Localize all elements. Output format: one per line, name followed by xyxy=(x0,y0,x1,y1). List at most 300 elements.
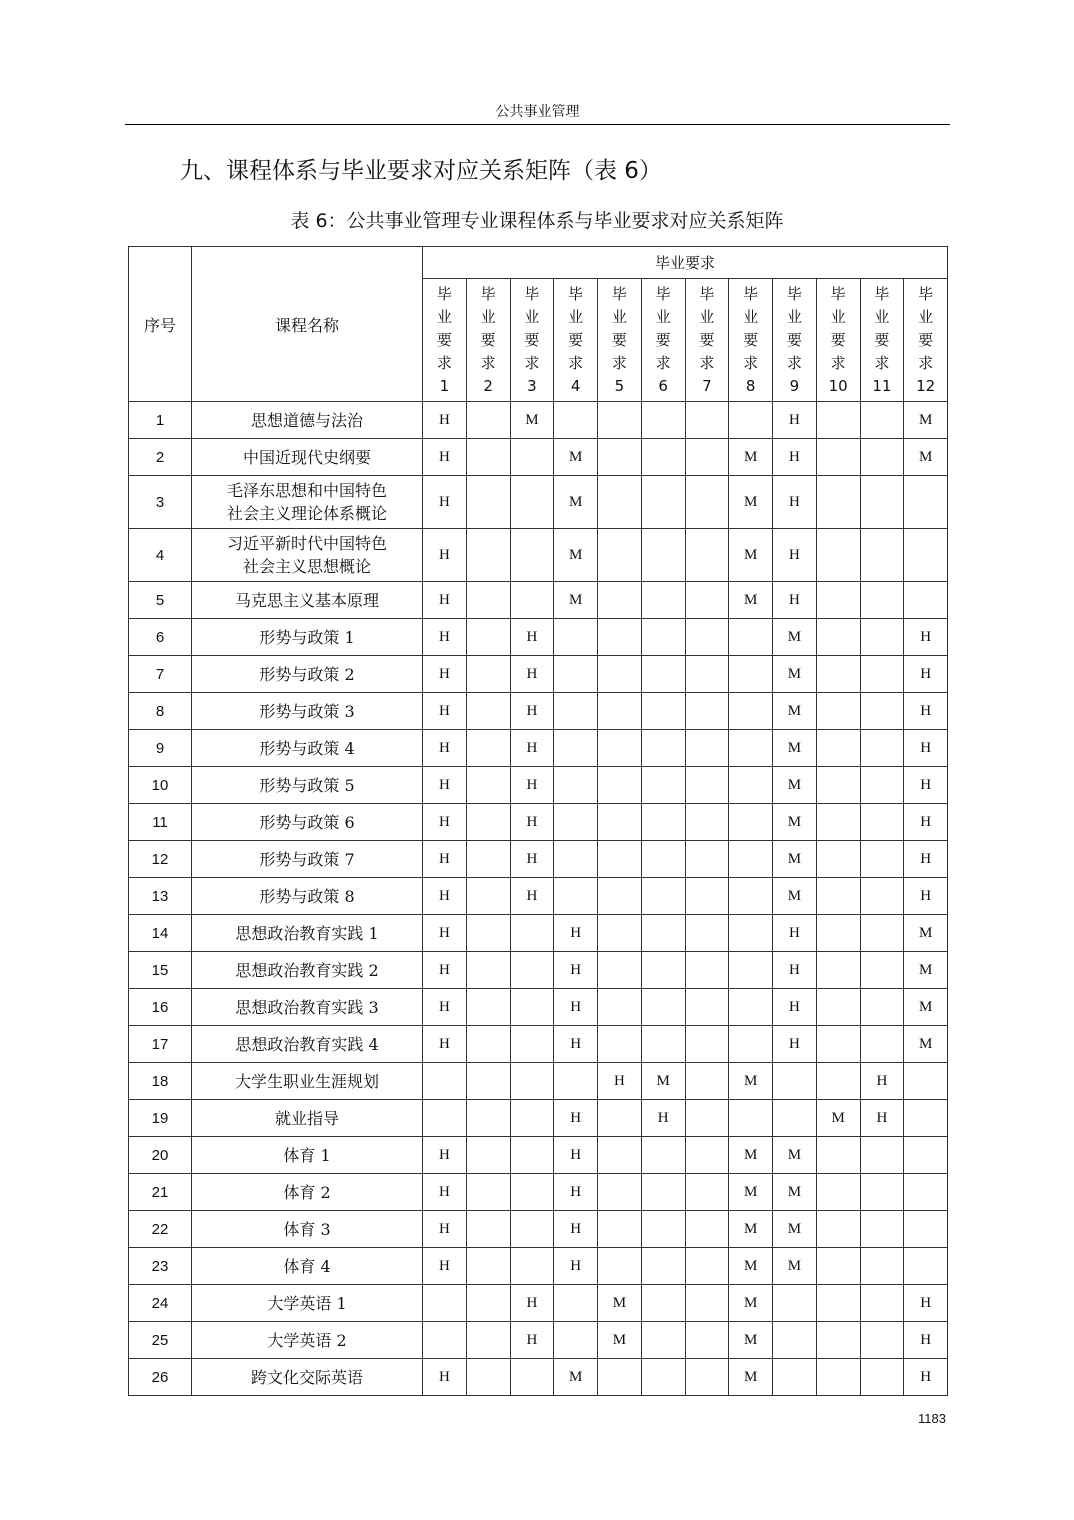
mark-cell-req-1: H xyxy=(423,730,467,767)
mark-cell-req-2 xyxy=(466,619,510,656)
mark-cell-req-8 xyxy=(729,915,773,952)
mark-cell-req-6: M xyxy=(641,1063,685,1100)
table-row xyxy=(129,1026,948,1063)
mark-cell-req-8 xyxy=(729,952,773,989)
mark-cell-req-4: H xyxy=(554,1248,598,1285)
mark-cell-req-11 xyxy=(860,804,904,841)
course-name-line: 跨文化交际英语 xyxy=(250,1367,363,1387)
mark-cell-req-12: H xyxy=(904,1285,948,1322)
header-requirement-char: 要 xyxy=(524,330,540,349)
header-requirement-char: 业 xyxy=(830,307,846,326)
header-requirement-char: 求 xyxy=(436,353,452,372)
mark-cell-req-1: H xyxy=(423,1359,467,1396)
mark-cell-req-11 xyxy=(860,1248,904,1285)
mark-cell-req-5: M xyxy=(598,1322,642,1359)
row-seq: 25 xyxy=(129,1322,192,1359)
mark-cell-req-6 xyxy=(641,1174,685,1211)
header-requirement-char: 业 xyxy=(874,307,890,326)
mark-cell-req-3 xyxy=(510,582,554,619)
mark-cell-req-7 xyxy=(685,767,729,804)
table-row xyxy=(129,1137,948,1174)
row-course-name xyxy=(192,402,423,439)
course-name-line: 形势与政策 2 xyxy=(259,664,355,684)
header-requirement-char: 毕 xyxy=(524,284,540,303)
mark-cell-req-6 xyxy=(641,402,685,439)
mark-cell-req-5 xyxy=(598,619,642,656)
header-requirement-number: 7 xyxy=(702,376,712,395)
header-requirement-char: 求 xyxy=(743,353,759,372)
header-requirement-5 xyxy=(598,279,642,402)
mark-cell-req-9: M xyxy=(773,730,817,767)
mark-cell-req-9: M xyxy=(773,767,817,804)
mark-cell-req-9: M xyxy=(773,1211,817,1248)
row-seq: 9 xyxy=(129,730,192,767)
row-course-name xyxy=(192,1063,423,1100)
mark-cell-req-8: M xyxy=(729,1285,773,1322)
mark-cell-req-8: M xyxy=(729,476,773,529)
mark-cell-req-12: H xyxy=(904,619,948,656)
mark-cell-req-10 xyxy=(816,1174,860,1211)
mark-cell-req-10 xyxy=(816,915,860,952)
mark-cell-req-7 xyxy=(685,1063,729,1100)
table-row xyxy=(129,439,948,476)
mark-cell-req-4: H xyxy=(554,989,598,1026)
row-course-name xyxy=(192,767,423,804)
row-seq: 26 xyxy=(129,1359,192,1396)
row-course-name xyxy=(192,1026,423,1063)
row-seq: 20 xyxy=(129,1137,192,1174)
header-requirement-number: 10 xyxy=(828,376,848,395)
header-requirement-char: 毕 xyxy=(743,284,759,303)
running-header: 公共事业管理 xyxy=(125,100,950,125)
table-row xyxy=(129,1063,948,1100)
header-requirement-char: 业 xyxy=(918,307,934,326)
header-requirement-char: 要 xyxy=(568,330,584,349)
row-course-name xyxy=(192,1100,423,1137)
mark-cell-req-7 xyxy=(685,878,729,915)
mark-cell-req-5 xyxy=(598,402,642,439)
header-requirement-4 xyxy=(554,279,598,402)
mark-cell-req-5 xyxy=(598,1137,642,1174)
mark-cell-req-3: H xyxy=(510,619,554,656)
mark-cell-req-1: H xyxy=(423,582,467,619)
mark-cell-req-11 xyxy=(860,915,904,952)
mark-cell-req-2 xyxy=(466,402,510,439)
course-name-line: 大学英语 1 xyxy=(267,1293,347,1313)
table-row xyxy=(129,1211,948,1248)
header-requirement-char: 毕 xyxy=(699,284,715,303)
table-row xyxy=(129,804,948,841)
mark-cell-req-11 xyxy=(860,730,904,767)
mark-cell-req-12: M xyxy=(904,402,948,439)
table-caption: 表 6：公共事业管理专业课程体系与毕业要求对应关系矩阵 xyxy=(290,210,784,232)
mark-cell-req-7 xyxy=(685,582,729,619)
header-requirement-char: 毕 xyxy=(480,284,496,303)
mark-cell-req-8: M xyxy=(729,1248,773,1285)
header-requirement-char: 毕 xyxy=(874,284,890,303)
mark-cell-req-9: H xyxy=(773,915,817,952)
header-requirement-11 xyxy=(860,279,904,402)
mark-cell-req-5 xyxy=(598,439,642,476)
mark-cell-req-12 xyxy=(904,529,948,582)
mark-cell-req-3 xyxy=(510,476,554,529)
mark-cell-req-8 xyxy=(729,402,773,439)
mark-cell-req-12 xyxy=(904,1248,948,1285)
mark-cell-req-2 xyxy=(466,1100,510,1137)
header-requirement-number: 8 xyxy=(745,376,756,395)
row-course-name xyxy=(192,878,423,915)
mark-cell-req-9: M xyxy=(773,878,817,915)
row-seq: 6 xyxy=(129,619,192,656)
mark-cell-req-9: M xyxy=(773,619,817,656)
header-requirement-char: 业 xyxy=(568,307,584,326)
row-course-name xyxy=(192,1248,423,1285)
mark-cell-req-3: H xyxy=(510,878,554,915)
mark-cell-req-9 xyxy=(773,1322,817,1359)
header-requirement-number: 5 xyxy=(614,376,625,395)
matrix-body xyxy=(129,402,948,1396)
mark-cell-req-7 xyxy=(685,439,729,476)
mark-cell-req-1: H xyxy=(423,804,467,841)
table-row xyxy=(129,767,948,804)
mark-cell-req-3 xyxy=(510,1137,554,1174)
mark-cell-req-5 xyxy=(598,952,642,989)
row-course-name xyxy=(192,915,423,952)
mark-cell-req-9: H xyxy=(773,476,817,529)
mark-cell-req-6 xyxy=(641,989,685,1026)
mark-cell-req-4 xyxy=(554,804,598,841)
header-requirement-char: 要 xyxy=(699,330,715,349)
course-name-line: 思想政治教育实践 4 xyxy=(235,1034,379,1054)
mark-cell-req-4: H xyxy=(554,1026,598,1063)
mark-cell-req-11 xyxy=(860,1137,904,1174)
mark-cell-req-8 xyxy=(729,656,773,693)
mark-cell-req-12: H xyxy=(904,1359,948,1396)
mark-cell-req-7 xyxy=(685,804,729,841)
mark-cell-req-10 xyxy=(816,1026,860,1063)
mark-cell-req-12: H xyxy=(904,767,948,804)
mark-cell-req-9: M xyxy=(773,1174,817,1211)
table-row xyxy=(129,730,948,767)
mark-cell-req-1: H xyxy=(423,619,467,656)
mark-cell-req-12: M xyxy=(904,952,948,989)
course-name-line: 大学英语 2 xyxy=(267,1330,347,1350)
header-requirement-number: 3 xyxy=(527,376,537,395)
header-requirement-char: 要 xyxy=(655,330,671,349)
mark-cell-req-11 xyxy=(860,767,904,804)
mark-cell-req-6 xyxy=(641,1359,685,1396)
mark-cell-req-11 xyxy=(860,1174,904,1211)
header-requirement-char: 业 xyxy=(611,307,627,326)
mark-cell-req-4 xyxy=(554,693,598,730)
mark-cell-req-11 xyxy=(860,693,904,730)
mark-cell-req-1: H xyxy=(423,767,467,804)
table-row xyxy=(129,582,948,619)
mark-cell-req-7 xyxy=(685,1285,729,1322)
mark-cell-req-3 xyxy=(510,1359,554,1396)
mark-cell-req-1 xyxy=(423,1322,467,1359)
page-number: 1183 xyxy=(918,1411,946,1426)
mark-cell-req-11: H xyxy=(860,1063,904,1100)
course-name-line: 大学生职业生涯规划 xyxy=(234,1071,379,1091)
mark-cell-req-6 xyxy=(641,693,685,730)
row-seq: 17 xyxy=(129,1026,192,1063)
mark-cell-req-3: M xyxy=(510,402,554,439)
mark-cell-req-5 xyxy=(598,582,642,619)
mark-cell-req-6 xyxy=(641,915,685,952)
mark-cell-req-1: H xyxy=(423,878,467,915)
course-name-line: 中国近现代史纲要 xyxy=(242,447,371,467)
mark-cell-req-6 xyxy=(641,582,685,619)
header-requirement-char: 要 xyxy=(480,330,496,349)
mark-cell-req-2 xyxy=(466,804,510,841)
mark-cell-req-4 xyxy=(554,730,598,767)
row-seq: 15 xyxy=(129,952,192,989)
mark-cell-req-2 xyxy=(466,952,510,989)
mark-cell-req-2 xyxy=(466,693,510,730)
mark-cell-req-12 xyxy=(904,1100,948,1137)
mark-cell-req-8 xyxy=(729,730,773,767)
row-seq: 22 xyxy=(129,1211,192,1248)
mark-cell-req-11: H xyxy=(860,1100,904,1137)
mark-cell-req-9 xyxy=(773,1359,817,1396)
header-requirement-char: 毕 xyxy=(655,284,671,303)
course-name-line: 体育 4 xyxy=(283,1256,331,1276)
header-requirement-char: 求 xyxy=(830,353,846,372)
row-course-name xyxy=(192,989,423,1026)
header-requirement-char: 求 xyxy=(918,353,934,372)
mark-cell-req-11 xyxy=(860,952,904,989)
header-row-top xyxy=(129,247,948,279)
header-requirement-char: 求 xyxy=(524,353,540,372)
mark-cell-req-9 xyxy=(773,1285,817,1322)
mark-cell-req-3 xyxy=(510,989,554,1026)
mark-cell-req-9: H xyxy=(773,952,817,989)
mark-cell-req-4: M xyxy=(554,1359,598,1396)
header-requirement-6 xyxy=(641,279,685,402)
header-requirement-number: 2 xyxy=(483,376,493,395)
mark-cell-req-8 xyxy=(729,1100,773,1137)
mark-cell-req-10 xyxy=(816,693,860,730)
mark-cell-req-5 xyxy=(598,1359,642,1396)
mark-cell-req-7 xyxy=(685,402,729,439)
header-requirement-12 xyxy=(904,279,948,402)
header-requirement-9 xyxy=(773,279,817,402)
header-requirement-char: 求 xyxy=(480,353,496,372)
mark-cell-req-6 xyxy=(641,952,685,989)
header-requirement-char: 要 xyxy=(918,330,934,349)
header-requirement-char: 要 xyxy=(436,330,452,349)
row-course-name xyxy=(192,1359,423,1396)
mark-cell-req-9: M xyxy=(773,841,817,878)
mark-cell-req-4: M xyxy=(554,439,598,476)
mark-cell-req-6 xyxy=(641,1322,685,1359)
table-row xyxy=(129,619,948,656)
mark-cell-req-3 xyxy=(510,952,554,989)
mark-cell-req-1: H xyxy=(423,529,467,582)
header-requirement-char: 业 xyxy=(655,307,671,326)
table-row xyxy=(129,693,948,730)
mark-cell-req-1 xyxy=(423,1285,467,1322)
mark-cell-req-4 xyxy=(554,619,598,656)
mark-cell-req-4: M xyxy=(554,476,598,529)
mark-cell-req-8 xyxy=(729,878,773,915)
mark-cell-req-10 xyxy=(816,402,860,439)
mark-cell-req-6 xyxy=(641,1137,685,1174)
mark-cell-req-4: M xyxy=(554,529,598,582)
mark-cell-req-4 xyxy=(554,767,598,804)
mark-cell-req-6 xyxy=(641,1026,685,1063)
course-name-line: 毛泽东思想和中国特色 xyxy=(226,481,387,500)
row-course-name xyxy=(192,1137,423,1174)
mark-cell-req-7 xyxy=(685,730,729,767)
table-row xyxy=(129,1100,948,1137)
mark-cell-req-3: H xyxy=(510,841,554,878)
mark-cell-req-12: H xyxy=(904,656,948,693)
mark-cell-req-12 xyxy=(904,1137,948,1174)
mark-cell-req-4: H xyxy=(554,1211,598,1248)
mark-cell-req-5 xyxy=(598,1248,642,1285)
mark-cell-req-7 xyxy=(685,1211,729,1248)
mark-cell-req-6 xyxy=(641,1248,685,1285)
mark-cell-req-3: H xyxy=(510,804,554,841)
mark-cell-req-10 xyxy=(816,656,860,693)
mark-cell-req-5 xyxy=(598,1026,642,1063)
mark-cell-req-4 xyxy=(554,841,598,878)
mark-cell-req-7 xyxy=(685,989,729,1026)
row-seq: 2 xyxy=(129,439,192,476)
row-seq: 10 xyxy=(129,767,192,804)
mark-cell-req-7 xyxy=(685,1026,729,1063)
row-seq: 16 xyxy=(129,989,192,1026)
header-requirement-number: 12 xyxy=(916,376,936,395)
mark-cell-req-7 xyxy=(685,693,729,730)
mark-cell-req-9: M xyxy=(773,804,817,841)
header-requirement-char: 业 xyxy=(524,307,540,326)
mark-cell-req-1: H xyxy=(423,1174,467,1211)
table-row xyxy=(129,1359,948,1396)
mark-cell-req-9: H xyxy=(773,402,817,439)
mark-cell-req-5 xyxy=(598,1100,642,1137)
row-seq: 8 xyxy=(129,693,192,730)
header-requirement-char: 求 xyxy=(655,353,671,372)
row-course-name xyxy=(192,656,423,693)
mark-cell-req-10: M xyxy=(816,1100,860,1137)
mark-cell-req-2 xyxy=(466,1322,510,1359)
mark-cell-req-5 xyxy=(598,804,642,841)
row-seq: 5 xyxy=(129,582,192,619)
mark-cell-req-4: H xyxy=(554,1137,598,1174)
header-requirement-char: 业 xyxy=(436,307,452,326)
mark-cell-req-12: H xyxy=(904,1322,948,1359)
course-name-line: 形势与政策 3 xyxy=(259,701,355,721)
header-requirement-char: 求 xyxy=(786,353,802,372)
mark-cell-req-1: H xyxy=(423,476,467,529)
course-name-line: 体育 1 xyxy=(283,1145,331,1165)
row-course-name xyxy=(192,1322,423,1359)
mark-cell-req-3: H xyxy=(510,1285,554,1322)
mark-cell-req-10 xyxy=(816,1248,860,1285)
mark-cell-req-3: H xyxy=(510,767,554,804)
mark-cell-req-4: M xyxy=(554,582,598,619)
row-course-name xyxy=(192,582,423,619)
mark-cell-req-8 xyxy=(729,841,773,878)
mark-cell-req-2 xyxy=(466,841,510,878)
row-course-name xyxy=(192,476,423,529)
header-requirement-char: 求 xyxy=(699,353,715,372)
mark-cell-req-1 xyxy=(423,1063,467,1100)
mark-cell-req-8 xyxy=(729,989,773,1026)
mark-cell-req-3 xyxy=(510,1063,554,1100)
mark-cell-req-11 xyxy=(860,439,904,476)
mark-cell-req-11 xyxy=(860,1211,904,1248)
mark-cell-req-1: H xyxy=(423,915,467,952)
mark-cell-req-10 xyxy=(816,619,860,656)
mark-cell-req-12: H xyxy=(904,878,948,915)
mark-cell-req-12: M xyxy=(904,439,948,476)
mark-cell-req-4: H xyxy=(554,952,598,989)
mark-cell-req-3: H xyxy=(510,656,554,693)
table-row xyxy=(129,402,948,439)
mark-cell-req-10 xyxy=(816,767,860,804)
mark-cell-req-5 xyxy=(598,989,642,1026)
row-seq: 24 xyxy=(129,1285,192,1322)
mark-cell-req-10 xyxy=(816,1137,860,1174)
mark-cell-req-6 xyxy=(641,730,685,767)
header-requirement-char: 业 xyxy=(743,307,759,326)
mark-cell-req-12: M xyxy=(904,989,948,1026)
header-requirement-3 xyxy=(510,279,554,402)
header-requirement-8 xyxy=(729,279,773,402)
header-requirement-char: 求 xyxy=(874,353,890,372)
mark-cell-req-8: M xyxy=(729,1211,773,1248)
mark-cell-req-1 xyxy=(423,1100,467,1137)
mark-cell-req-6 xyxy=(641,1285,685,1322)
row-course-name xyxy=(192,730,423,767)
mark-cell-req-6 xyxy=(641,529,685,582)
mark-cell-req-5 xyxy=(598,915,642,952)
header-requirement-char: 要 xyxy=(786,330,802,349)
header-requirement-char: 要 xyxy=(830,330,846,349)
mark-cell-req-5 xyxy=(598,529,642,582)
mark-cell-req-8 xyxy=(729,1026,773,1063)
table-row xyxy=(129,878,948,915)
mark-cell-req-11 xyxy=(860,1322,904,1359)
table-row xyxy=(129,989,948,1026)
mark-cell-req-11 xyxy=(860,656,904,693)
row-course-name xyxy=(192,529,423,582)
header-requirement-char: 要 xyxy=(874,330,890,349)
row-course-name xyxy=(192,1285,423,1322)
mark-cell-req-9: H xyxy=(773,989,817,1026)
mark-cell-req-3 xyxy=(510,529,554,582)
mark-cell-req-7 xyxy=(685,476,729,529)
mark-cell-req-6 xyxy=(641,476,685,529)
mark-cell-req-6 xyxy=(641,656,685,693)
mark-cell-req-10 xyxy=(816,476,860,529)
mark-cell-req-7 xyxy=(685,952,729,989)
table-row xyxy=(129,1174,948,1211)
row-seq: 11 xyxy=(129,804,192,841)
mark-cell-req-3 xyxy=(510,1211,554,1248)
mark-cell-req-2 xyxy=(466,656,510,693)
mark-cell-req-1: H xyxy=(423,1026,467,1063)
mark-cell-req-8: M xyxy=(729,582,773,619)
mark-cell-req-2 xyxy=(466,730,510,767)
course-name-line: 形势与政策 4 xyxy=(259,738,355,758)
mark-cell-req-7 xyxy=(685,1248,729,1285)
mark-cell-req-4 xyxy=(554,402,598,439)
